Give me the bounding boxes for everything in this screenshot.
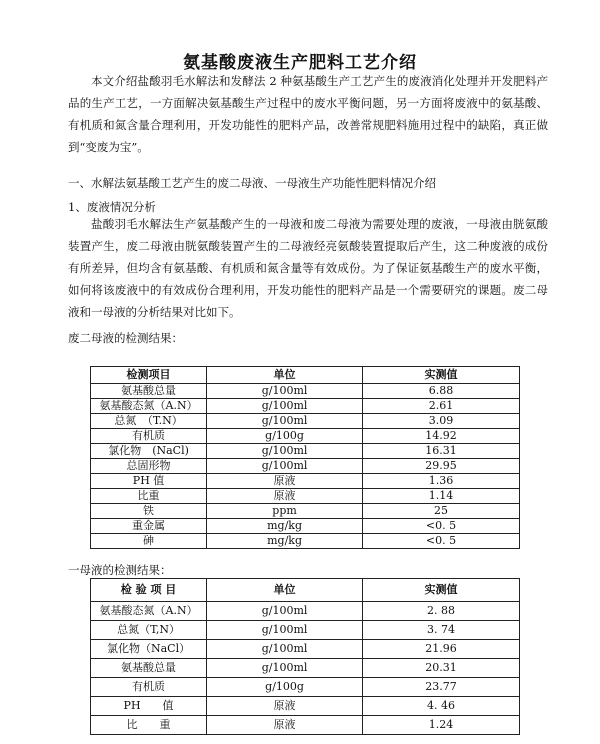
value-cell: 23.77 xyxy=(363,678,520,697)
table-row xyxy=(91,474,520,489)
value-cell: 16.31 xyxy=(363,444,520,459)
table-row xyxy=(91,659,520,678)
unit-cell: g/100ml xyxy=(207,399,363,414)
unit-cell: ppm xyxy=(207,504,363,519)
table-row xyxy=(91,519,520,534)
table-row xyxy=(91,444,520,459)
table-row xyxy=(91,534,520,549)
unit-cell: 原液 xyxy=(207,716,363,735)
unit-cell: g/100ml xyxy=(207,384,363,399)
table-row xyxy=(91,504,520,519)
item-cell: 有机质 xyxy=(91,429,207,444)
column-header: 检 验 项 目 xyxy=(91,579,207,602)
item-cell: 铁 xyxy=(91,504,207,519)
value-cell: 6.88 xyxy=(363,384,520,399)
item-cell: 氯化物 (NaCl) xyxy=(91,444,207,459)
value-cell: 25 xyxy=(363,504,520,519)
column-header: 单位 xyxy=(207,367,363,384)
table-row xyxy=(91,640,520,659)
item-cell: 总固形物 xyxy=(91,459,207,474)
table2-caption: 一母液的检测结果： xyxy=(68,563,172,577)
unit-cell: g/100ml xyxy=(207,414,363,429)
value-cell: 2. 88 xyxy=(363,602,520,621)
value-cell: <0. 5 xyxy=(363,519,520,534)
item-cell: 重金属 xyxy=(91,519,207,534)
subsection-heading: 1、废液情况分析 xyxy=(68,200,156,214)
item-cell: 比重 xyxy=(91,489,207,504)
unit-cell: g/100ml xyxy=(207,459,363,474)
table-row xyxy=(91,621,520,640)
item-cell: 砷 xyxy=(91,534,207,549)
unit-cell: 原液 xyxy=(207,697,363,716)
intro-paragraph: 本文介绍盐酸羽毛水解法和发酵法 2 种氨基酸生产工艺产生的废液消化处理并开发肥料产品的生产工艺，一方面解决氨基酸生产过程中的废水平衡问题，另一方面将废液中的氨基酸、有机质和氮含量合理利用，开发功能性的肥料产品，改善常规肥料施用过程中的缺陷，真正做到“变废为宝”。 xyxy=(68,74,548,154)
table-row xyxy=(91,716,520,735)
unit-cell: mg/kg xyxy=(207,519,363,534)
value-cell: 1.14 xyxy=(363,489,520,504)
table-header-row xyxy=(91,579,520,602)
page-title: 氨基酸废液生产肥料工艺介绍 xyxy=(183,53,417,73)
item-cell: PH 值 xyxy=(91,697,207,716)
table-waste-mother-liquor-2 xyxy=(90,366,520,549)
table-row xyxy=(91,489,520,504)
unit-cell: g/100g xyxy=(207,678,363,697)
value-cell: 3. 74 xyxy=(363,621,520,640)
value-cell: 2.61 xyxy=(363,399,520,414)
unit-cell: mg/kg xyxy=(207,534,363,549)
unit-cell: 原液 xyxy=(207,489,363,504)
table1-caption: 废二母液的检测结果： xyxy=(68,331,183,345)
value-cell: 20.31 xyxy=(363,659,520,678)
table-row xyxy=(91,678,520,697)
unit-cell: g/100ml xyxy=(207,640,363,659)
item-cell: 氨基酸总量 xyxy=(91,659,207,678)
item-cell: 总氮（T,N） xyxy=(91,621,207,640)
table-row xyxy=(91,399,520,414)
table-row xyxy=(91,429,520,444)
unit-cell: g/100g xyxy=(207,429,363,444)
value-cell: 1.36 xyxy=(363,474,520,489)
value-cell: 21.96 xyxy=(363,640,520,659)
section-heading: 一、水解法氨基酸工艺产生的废二母液、一母液生产功能性肥料情况介绍 xyxy=(68,176,436,190)
value-cell: <0. 5 xyxy=(363,534,520,549)
item-cell: 氨基酸总量 xyxy=(91,384,207,399)
unit-cell: g/100ml xyxy=(207,602,363,621)
item-cell: 氯化物（NaCl） xyxy=(91,640,207,659)
item-cell: 有机质 xyxy=(91,678,207,697)
unit-cell: g/100ml xyxy=(207,621,363,640)
value-cell: 14.92 xyxy=(363,429,520,444)
analysis-paragraph: 盐酸羽毛水解法生产氨基酸产生的一母液和废二母液为需要处理的废液，一母液由胱氨酸装置产生，废二母液由胱氨酸装置产生的二母液经亮氨酸装置提取后产生，这二种废液的成份有所差异，但均含有氨基酸、有机质和氮含量等有效成份。为了保证氨基酸生产的废水平衡，如何将该废液中的有效成份合理利用，开发功能性的肥料产品是一个需要研究的课题。废二母液和一母液的分析结果对比如下。 xyxy=(68,217,548,319)
value-cell: 1.24 xyxy=(363,716,520,735)
table-row xyxy=(91,697,520,716)
unit-cell: g/100ml xyxy=(207,444,363,459)
table-row xyxy=(91,459,520,474)
unit-cell: 原液 xyxy=(207,474,363,489)
table-row xyxy=(91,384,520,399)
item-cell: 总氮 （T.N） xyxy=(91,414,207,429)
value-cell: 29.95 xyxy=(363,459,520,474)
table-row xyxy=(91,602,520,621)
item-cell: PH 值 xyxy=(91,474,207,489)
table-mother-liquor-1 xyxy=(90,578,520,735)
column-header: 实测值 xyxy=(363,367,520,384)
column-header: 单位 xyxy=(207,579,363,602)
table-row xyxy=(91,414,520,429)
column-header: 实测值 xyxy=(363,579,520,602)
column-header: 检测项目 xyxy=(91,367,207,384)
item-cell: 比 重 xyxy=(91,716,207,735)
unit-cell: g/100ml xyxy=(207,659,363,678)
value-cell: 4. 46 xyxy=(363,697,520,716)
value-cell: 3.09 xyxy=(363,414,520,429)
table-header-row xyxy=(91,367,520,384)
item-cell: 氨基酸态氮（A.N） xyxy=(91,399,207,414)
item-cell: 氨基酸态氮（A.N） xyxy=(91,602,207,621)
